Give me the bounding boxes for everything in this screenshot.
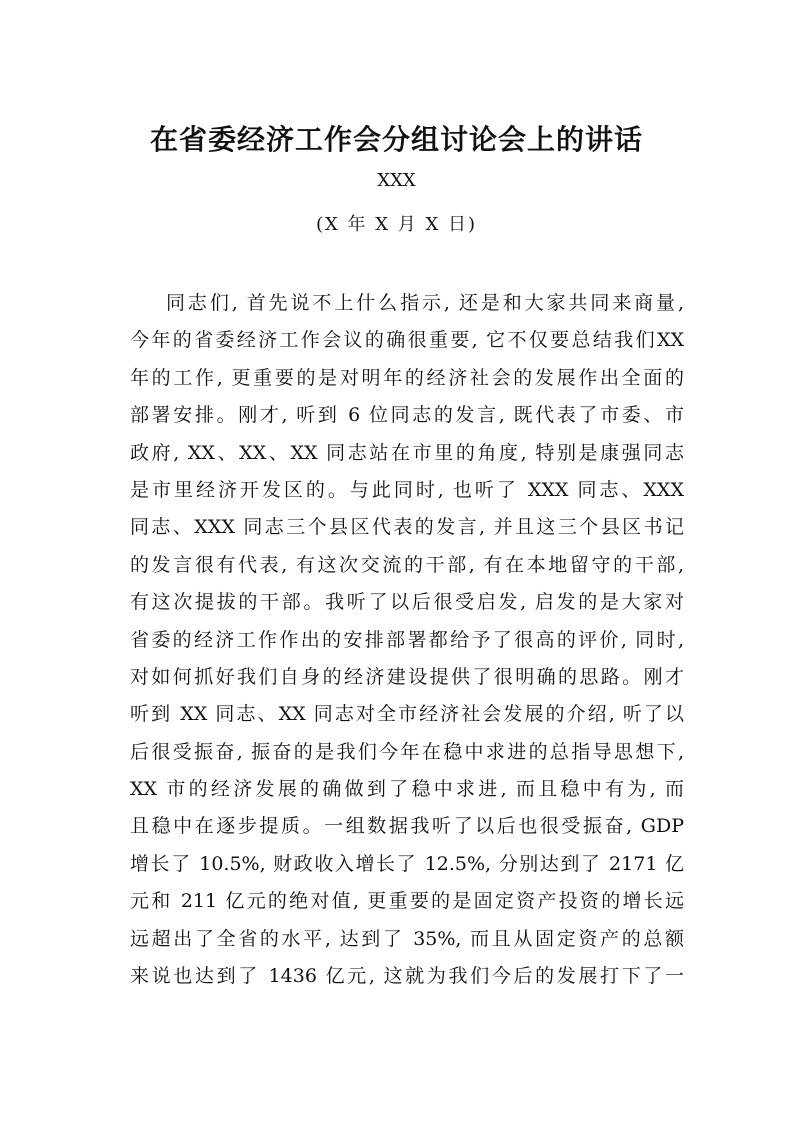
body-line: 有这次提拔的干部。我听了以后很受启发, 启发的是大家对 [130, 591, 684, 614]
body-line: 政府, XX、XX、XX 同志站在市里的角度, 特别是康强同志 [130, 441, 684, 464]
body-line: 对如何抓好我们自身的经济建设提供了很明确的思路。刚才 [130, 665, 684, 688]
body-line: 的发言很有代表, 有这次交流的干部, 有在本地留守的干部, [130, 553, 684, 576]
body-line: 省委的经济工作作出的安排部署都给予了很高的评价, 同时, [130, 628, 684, 651]
document-author: XXX [377, 170, 416, 191]
body-line: 后很受振奋, 振奋的是我们今年在稳中求进的总指导思想下, [130, 740, 684, 763]
body-line: 听到 XX 同志、XX 同志对全市经济社会发展的介绍, 听了以 [130, 703, 684, 726]
body-line: 同志们, 首先说不上什么指示, 还是和大家共同来商量, [166, 292, 684, 314]
body-line: 年的工作, 更重要的是对明年的经济社会的发展作出全面的 [130, 366, 684, 389]
body-line: 同志、XXX 同志三个县区代表的发言, 并且这三个县区书记 [130, 516, 684, 539]
body-line: 元和 211 亿元的绝对值, 更重要的是固定资产投资的增长远 [130, 890, 684, 913]
body-line: 今年的省委经济工作会议的确很重要, 它不仅要总结我们XX [130, 329, 684, 352]
body-line: 增长了 10.5%, 财政收入增长了 12.5%, 分别达到了 2171 亿 [130, 852, 684, 875]
document-body [130, 288, 684, 998]
body-line: XX 市的经济发展的确做到了稳中求进, 而且稳中有为, 而 [130, 778, 684, 801]
document-title: 在省委经济工作会分组讨论会上的讲话 [149, 123, 643, 156]
body-line: 远超出了全省的水平, 达到了 35%, 而且从固定资产的总额 [130, 927, 684, 950]
document-date: (X 年 X 月 X 日) [315, 214, 478, 235]
body-line: 是市里经济开发区的。与此同时, 也听了 XXX 同志、XXX [130, 478, 684, 501]
body-line: 部署安排。刚才, 听到 6 位同志的发言, 既代表了市委、市 [130, 404, 684, 427]
body-line: 且稳中在逐步提质。一组数据我听了以后也很受振奋, GDP [130, 815, 684, 838]
body-line: 来说也达到了 1436 亿元, 这就为我们今后的发展打下了一 [130, 965, 684, 988]
